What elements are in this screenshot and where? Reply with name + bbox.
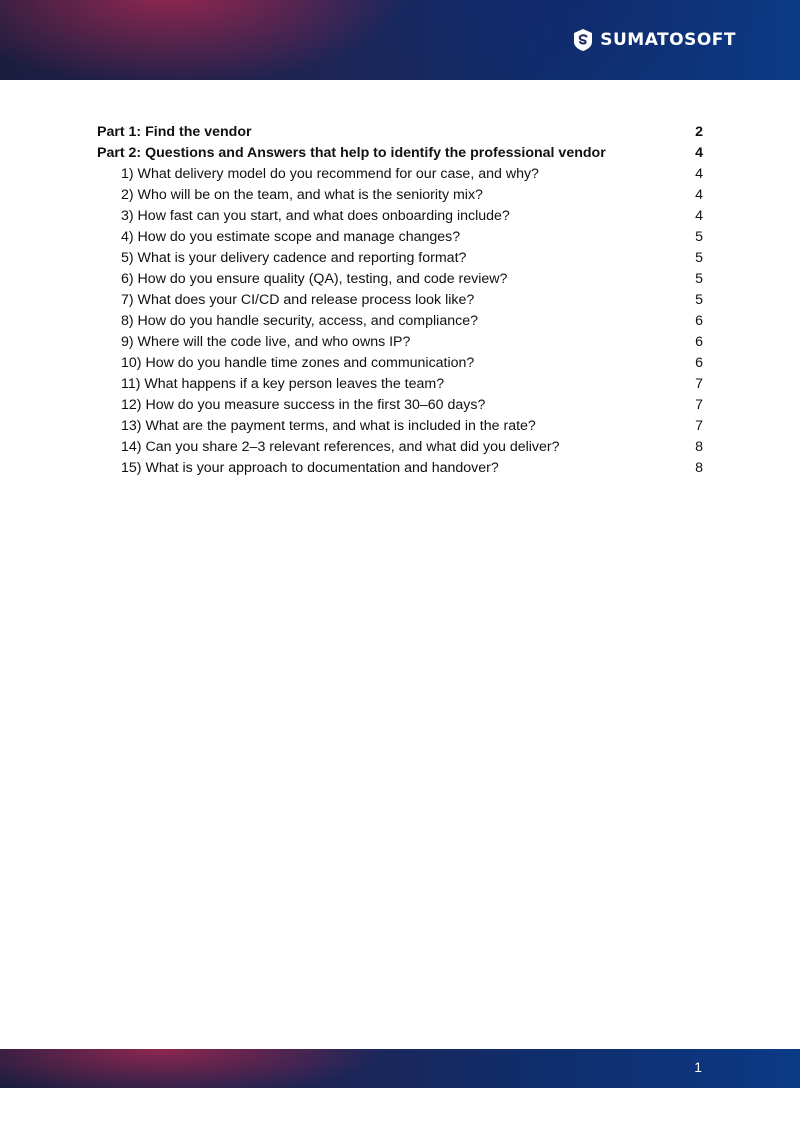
toc-entry-title: 14) Can you share 2–3 relevant references, and what did you deliver? bbox=[121, 439, 560, 455]
toc-entry-title: 5) What is your delivery cadence and reporting format? bbox=[121, 250, 467, 266]
toc-entry-page: 4 bbox=[695, 166, 703, 182]
header-band bbox=[0, 0, 800, 80]
toc-entry-title: 2) Who will be on the team, and what is the seniority mix? bbox=[121, 187, 483, 203]
toc-entry-title: 13) What are the payment terms, and what is included in the rate? bbox=[121, 418, 536, 434]
toc-entry-page: 6 bbox=[695, 313, 703, 329]
toc-entry-page: 7 bbox=[695, 376, 703, 392]
toc-entry-page: 7 bbox=[695, 418, 703, 434]
toc-entry-page: 5 bbox=[695, 250, 703, 266]
toc-entry-page: 2 bbox=[695, 124, 703, 140]
toc-entry-title: 1) What delivery model do you recommend for our case, and why? bbox=[121, 166, 539, 182]
toc-entry-title: Part 1: Find the vendor bbox=[97, 124, 252, 140]
toc-question-3[interactable] bbox=[97, 206, 703, 227]
toc-question-1[interactable] bbox=[97, 164, 703, 185]
toc-question-14[interactable] bbox=[97, 437, 703, 458]
toc-question-6[interactable] bbox=[97, 269, 703, 290]
toc-entry-page: 8 bbox=[695, 439, 703, 455]
toc-entry-title: 9) Where will the code live, and who owns IP? bbox=[121, 334, 411, 350]
toc-question-15[interactable] bbox=[97, 458, 703, 479]
shield-s-icon bbox=[572, 28, 594, 52]
company-logo bbox=[572, 28, 736, 52]
toc-entry-page: 5 bbox=[695, 271, 703, 287]
toc-entry-page: 5 bbox=[695, 292, 703, 308]
toc-question-2[interactable] bbox=[97, 185, 703, 206]
toc-entry-page: 8 bbox=[695, 460, 703, 476]
table-of-contents bbox=[97, 122, 703, 479]
toc-question-5[interactable] bbox=[97, 248, 703, 269]
toc-entry-page: 4 bbox=[695, 145, 703, 161]
toc-entry-title: 12) How do you measure success in the first 30–60 days? bbox=[121, 397, 486, 413]
toc-question-7[interactable] bbox=[97, 290, 703, 311]
toc-entry-title: 10) How do you handle time zones and communication? bbox=[121, 355, 475, 371]
toc-entry-page: 7 bbox=[695, 397, 703, 413]
toc-question-9[interactable] bbox=[97, 332, 703, 353]
logo-text: SUMATOSOFT bbox=[600, 30, 736, 50]
toc-entry-title: 4) How do you estimate scope and manage changes? bbox=[121, 229, 461, 245]
toc-entry-page: 6 bbox=[695, 334, 703, 350]
toc-entry-title: 11) What happens if a key person leaves the team? bbox=[121, 376, 445, 392]
toc-question-8[interactable] bbox=[97, 311, 703, 332]
toc-entry-title: 7) What does your CI/CD and release process look like? bbox=[121, 292, 475, 308]
toc-entry-title: 8) How do you handle security, access, and compliance? bbox=[121, 313, 478, 329]
toc-question-4[interactable] bbox=[97, 227, 703, 248]
toc-question-13[interactable] bbox=[97, 416, 703, 437]
footer-band bbox=[0, 1049, 800, 1088]
toc-entry-title: 6) How do you ensure quality (QA), testing, and code review? bbox=[121, 271, 508, 287]
toc-entry-page: 4 bbox=[695, 187, 703, 203]
toc-entry-page: 4 bbox=[695, 208, 703, 224]
toc-part-1[interactable] bbox=[97, 122, 703, 143]
toc-part-2[interactable] bbox=[97, 143, 703, 164]
toc-entry-title: 15) What is your approach to documentation and handover? bbox=[121, 460, 499, 476]
toc-entry-page: 6 bbox=[695, 355, 703, 371]
toc-entry-page: 5 bbox=[695, 229, 703, 245]
toc-question-12[interactable] bbox=[97, 395, 703, 416]
toc-entry-title: 3) How fast can you start, and what does onboarding include? bbox=[121, 208, 510, 224]
toc-question-11[interactable] bbox=[97, 374, 703, 395]
page-number: 1 bbox=[694, 1059, 702, 1075]
toc-question-10[interactable] bbox=[97, 353, 703, 374]
toc-entry-title: Part 2: Questions and Answers that help to identify the professional vendor bbox=[97, 145, 606, 161]
